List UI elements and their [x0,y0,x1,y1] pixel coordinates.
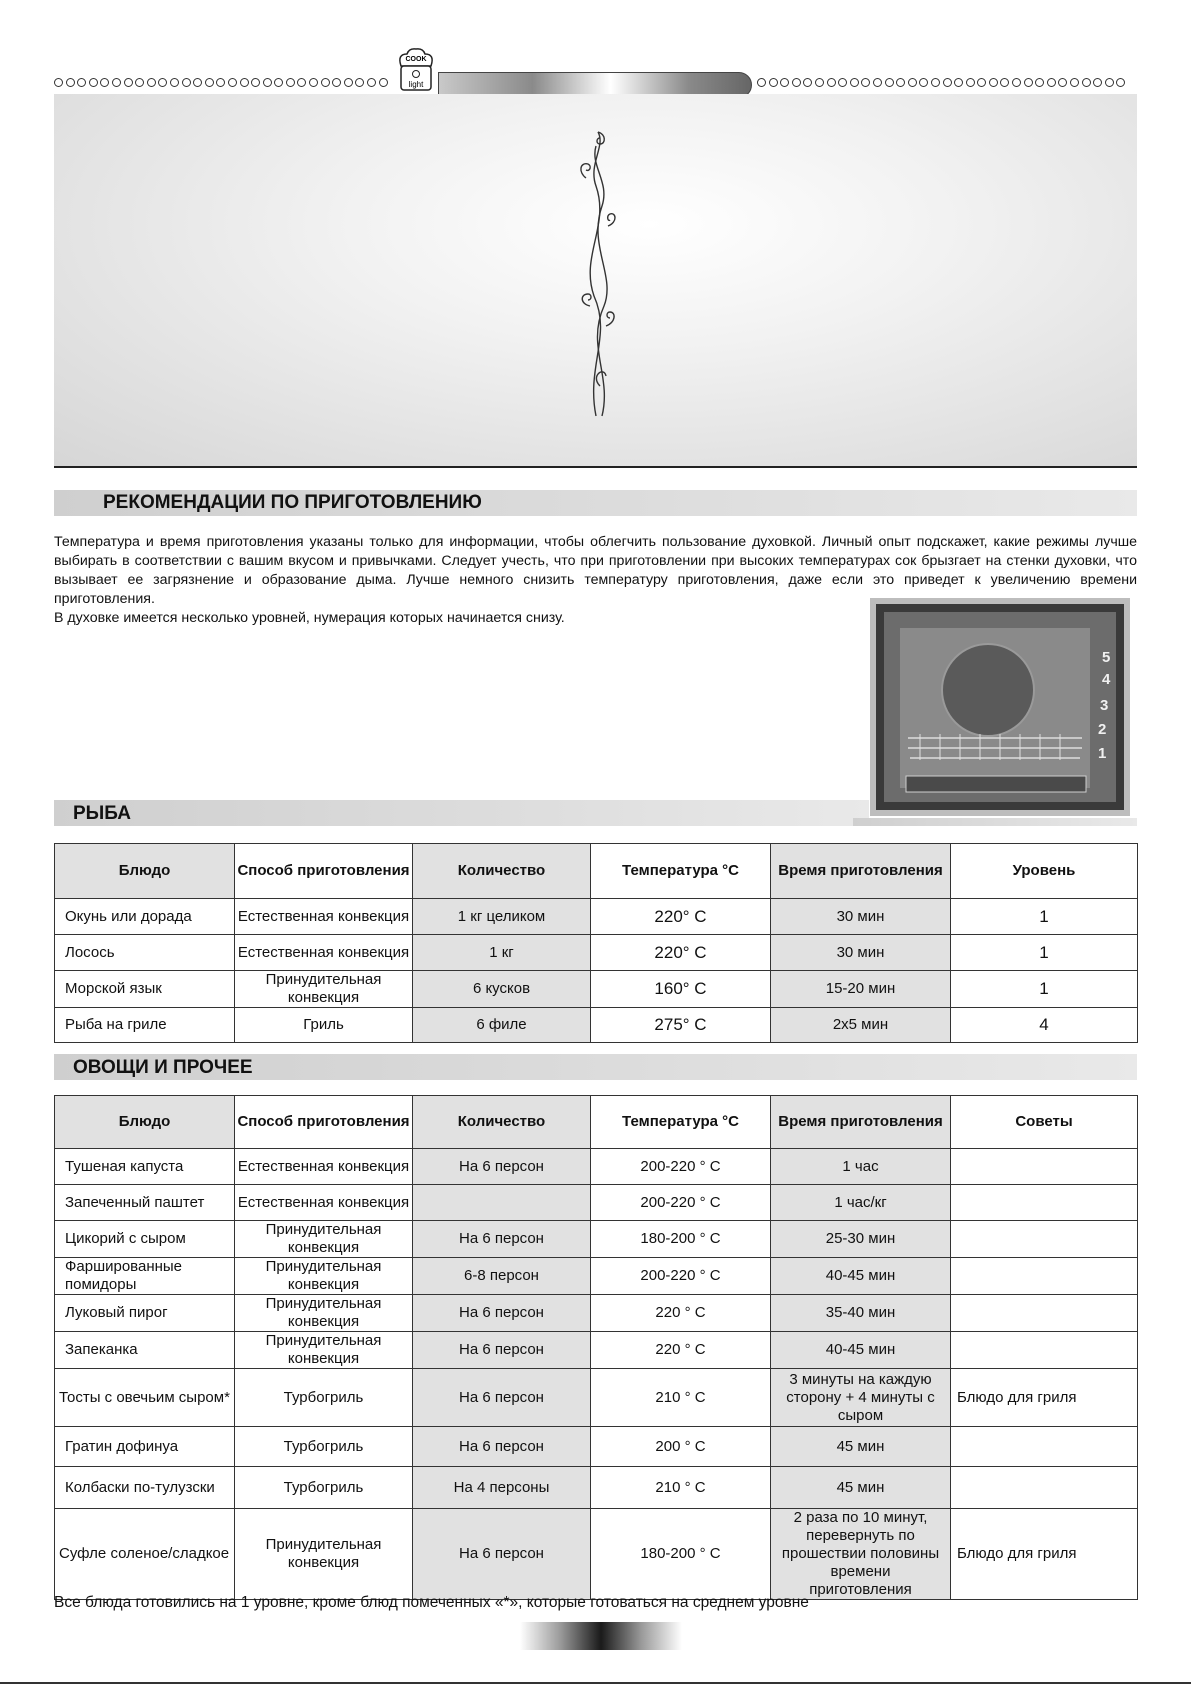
logo-text-bottom: light [408,80,424,89]
decorative-dot [861,78,870,87]
section-bar-fish-right [853,818,1137,826]
veg-cell-time: 25-30 мин [771,1221,951,1258]
decorative-dot [309,78,318,87]
section-title-vegetables: ОВОЩИ И ПРОЧЕЕ [73,1057,253,1078]
decorative-dot [1093,78,1102,87]
decorative-dot [124,78,133,87]
page-bottom-rule [0,1682,1191,1684]
veg-cell-time: 1 час/кг [771,1185,951,1221]
fish-cell-method: Естественная конвекция [235,899,413,935]
decorative-dot [274,78,283,87]
decorative-dot [54,78,63,87]
veg-cell-quantity: На 6 персон [413,1295,591,1332]
veg-cell-tips: Блюдо для гриля [951,1509,1138,1600]
decorative-dots-left [54,74,394,88]
decorative-dot [943,78,952,87]
veg-cell-method: Принудительная конвекция [235,1258,413,1295]
decorative-dot [977,78,986,87]
decorative-dot [1035,78,1044,87]
decorative-dot [193,78,202,87]
veg-cell-temperature: 200-220 ° C [591,1258,771,1295]
fish-cell-dish: Морской язык [55,971,235,1008]
fish-cell-level: 4 [951,1008,1138,1043]
decorative-dot [1024,78,1033,87]
veg-cell-method: Принудительная конвекция [235,1332,413,1369]
table-row [55,1369,1138,1427]
decorative-dot [321,78,330,87]
decorative-dot [908,78,917,87]
fish-cell-quantity: 1 кг целиком [413,899,591,935]
decorative-dot [332,78,341,87]
veg-cell-quantity [413,1185,591,1221]
decorative-dot [1000,78,1009,87]
veg-cell-tips [951,1295,1138,1332]
decorative-dot [827,78,836,87]
veg-cell-time: 45 мин [771,1467,951,1509]
veg-cell-temperature: 200-220 ° C [591,1149,771,1185]
fish-cell-temperature: 160° C [591,971,771,1008]
veg-cell-temperature: 180-200 ° C [591,1509,771,1600]
vegetables-table-header [55,1096,1138,1149]
fish-header-dish: Блюдо [55,844,235,899]
decorative-dot [885,78,894,87]
decorative-dot [931,78,940,87]
fish-cell-dish: Окунь или дорада [55,899,235,935]
veg-cell-tips [951,1467,1138,1509]
decorative-dot [367,78,376,87]
decorative-dot [89,78,98,87]
veg-cell-temperature: 220 ° C [591,1332,771,1369]
table-row [55,1295,1138,1332]
veg-header-temperature: Температура °C [591,1096,771,1149]
decorative-dot [205,78,214,87]
section-title-recommendations: РЕКОМЕНДАЦИИ ПО ПРИГОТОВЛЕНИЮ [103,492,482,513]
decorative-dot [344,78,353,87]
decorative-dot [873,78,882,87]
decorative-dot [989,78,998,87]
fish-cell-level: 1 [951,935,1138,971]
veg-cell-tips [951,1185,1138,1221]
fish-header-level: Уровень [951,844,1138,899]
veg-cell-dish: Тушеная капуста [55,1149,235,1185]
veg-cell-tips [951,1427,1138,1467]
fish-cell-method: Гриль [235,1008,413,1043]
decorative-dot [182,78,191,87]
veg-cell-method: Принудительная конвекция [235,1221,413,1258]
veg-header-quantity: Количество [413,1096,591,1149]
veg-header-method: Способ приготовления [235,1096,413,1149]
decorative-dot [297,78,306,87]
table-row [55,971,1138,1008]
fish-cell-method: Принудительная конвекция [235,971,413,1008]
veg-cell-dish: Гратин дофинуа [55,1427,235,1467]
veg-cell-method: Турбогриль [235,1427,413,1467]
veg-cell-quantity: На 4 персоны [413,1467,591,1509]
decorative-dot [355,78,364,87]
veg-cell-quantity: На 6 персон [413,1509,591,1600]
decorative-dot [286,78,295,87]
table-row [55,1467,1138,1509]
veg-cell-temperature: 180-200 ° C [591,1221,771,1258]
decorative-dot [757,78,766,87]
oven-interior-photo [870,598,1130,816]
decorative-dot [77,78,86,87]
table-row [55,935,1138,971]
veg-cell-quantity: На 6 персон [413,1427,591,1467]
veg-cell-dish: Фаршированные помидоры [55,1258,235,1295]
veg-cell-dish: Запеканка [55,1332,235,1369]
fish-cell-quantity: 6 кусков [413,971,591,1008]
decorative-dot [1070,78,1079,87]
fish-cell-quantity: 6 филе [413,1008,591,1043]
veg-cell-quantity: На 6 персон [413,1369,591,1427]
decorative-dot [1058,78,1067,87]
decorative-swirl [576,126,622,426]
oven-level-4: 4 [1102,671,1111,688]
decorative-dot [158,78,167,87]
veg-header-tips: Советы [951,1096,1138,1149]
veg-cell-temperature: 200 ° C [591,1427,771,1467]
veg-cell-method: Естественная конвекция [235,1185,413,1221]
decorative-dot [147,78,156,87]
recommendations-paragraph-1: Температура и время приготовления указаны только для информации, чтобы облегчить пользование духовкой. Личный опыт подскажет, какие режимы лучше выбирать в соответствии с вашим вкусом и привычками. Следует учесть, что при приготовлении при высоких температурах сок брызгает на стенки духовки, что вызывает ее загрязнение и образование дыма. Лучше немного снизить температуру приготовления, даже если это приведет к увеличению времени приготовления. [54,534,1137,607]
fish-cell-dish: Лосось [55,935,235,971]
veg-cell-dish: Суфле соленое/сладкое [55,1509,235,1600]
decorative-dot [919,78,928,87]
logo-text-top: COOK [405,56,427,63]
fish-header-temperature: Температура °C [591,844,771,899]
decorative-dot [66,78,75,87]
decorative-dot [803,78,812,87]
veg-cell-method: Принудительная конвекция [235,1509,413,1600]
fish-cell-level: 1 [951,899,1138,935]
decorative-dot [1047,78,1056,87]
decorative-dot [379,78,388,87]
veg-cell-time: 2 раза по 10 минут, перевернуть по прошествии половины времени приготовления [771,1509,951,1600]
fish-cell-temperature: 275° C [591,1008,771,1043]
fish-table [54,843,1138,1043]
table-row [55,899,1138,935]
veg-header-dish: Блюдо [55,1096,235,1149]
veg-cell-tips: Блюдо для гриля [951,1369,1138,1427]
veg-cell-tips [951,1149,1138,1185]
oven-level-1: 1 [1098,745,1107,762]
veg-cell-time: 40-45 мин [771,1332,951,1369]
fish-cell-time: 30 мин [771,935,951,971]
fish-cell-quantity: 1 кг [413,935,591,971]
decorative-dot [1105,78,1114,87]
table-row [55,1427,1138,1467]
footnote: Все блюда готовились на 1 уровне, кроме блюд помеченных «*», которые готоваться на среднем уровне [54,1594,809,1611]
veg-cell-time: 35-40 мин [771,1295,951,1332]
veg-cell-time: 3 минуты на каждую сторону + 4 минуты с сыром [771,1369,951,1427]
decorative-dot [1012,78,1021,87]
decorative-dot [896,78,905,87]
decorative-dot [251,78,260,87]
decorative-dot [240,78,249,87]
veg-cell-method: Принудительная конвекция [235,1295,413,1332]
veg-cell-time: 40-45 мин [771,1258,951,1295]
decorative-dot [112,78,121,87]
decorative-dot [815,78,824,87]
veg-cell-dish: Колбаски по-тулузски [55,1467,235,1509]
table-row [55,1008,1138,1043]
veg-cell-dish: Тосты с овечьим сыром* [55,1369,235,1427]
decorative-dot [966,78,975,87]
veg-cell-quantity: На 6 персон [413,1149,591,1185]
fish-cell-level: 1 [951,971,1138,1008]
veg-cell-dish: Цикорий с сыром [55,1221,235,1258]
veg-cell-quantity: На 6 персон [413,1221,591,1258]
decorative-dot [780,78,789,87]
veg-cell-tips [951,1258,1138,1295]
veg-cell-temperature: 210 ° C [591,1369,771,1427]
veg-cell-temperature: 220 ° C [591,1295,771,1332]
decorative-dot [792,78,801,87]
fish-header-quantity: Количество [413,844,591,899]
decorative-dot [228,78,237,87]
fish-cell-method: Естественная конвекция [235,935,413,971]
fish-header-time: Время приготовления [771,844,951,899]
fish-cell-time: 15-20 мин [771,971,951,1008]
table-row [55,1332,1138,1369]
section-bar-fish [54,800,869,826]
veg-cell-time: 1 час [771,1149,951,1185]
cook-light-logo [393,46,439,98]
fish-cell-time: 2x5 мин [771,1008,951,1043]
decorative-dot [1082,78,1091,87]
decorative-dot [954,78,963,87]
fish-cell-temperature: 220° C [591,935,771,971]
veg-header-time: Время приготовления [771,1096,951,1149]
vegetables-table [54,1095,1138,1600]
oven-level-5: 5 [1102,649,1111,666]
veg-cell-time: 45 мин [771,1427,951,1467]
veg-cell-tips [951,1221,1138,1258]
veg-cell-dish: Луковый пирог [55,1295,235,1332]
veg-cell-method: Турбогриль [235,1467,413,1509]
veg-cell-dish: Запеченный паштет [55,1185,235,1221]
decorative-dot [216,78,225,87]
recommendations-paragraph-2: В духовке имеется несколько уровней, нумерация которых начинается снизу. [54,610,565,626]
fish-cell-temperature: 220° C [591,899,771,935]
fish-header-method: Способ приготовления [235,844,413,899]
hero-divider [54,466,1137,468]
veg-cell-temperature: 200-220 ° C [591,1185,771,1221]
page-footer-gradient [520,1622,682,1650]
decorative-dot [135,78,144,87]
fish-table-header [55,844,1138,899]
fish-cell-time: 30 мин [771,899,951,935]
veg-cell-method: Естественная конвекция [235,1149,413,1185]
veg-cell-quantity: 6-8 персон [413,1258,591,1295]
veg-cell-quantity: На 6 персон [413,1332,591,1369]
decorative-dot [263,78,272,87]
fish-cell-dish: Рыба на гриле [55,1008,235,1043]
decorative-dot [170,78,179,87]
decorative-dot [838,78,847,87]
decorative-dot [100,78,109,87]
decorative-dot [769,78,778,87]
table-row [55,1258,1138,1295]
section-title-fish: РЫБА [73,803,131,824]
decorative-dot [850,78,859,87]
decorative-dot [1116,78,1125,87]
veg-cell-temperature: 210 ° C [591,1467,771,1509]
veg-cell-tips [951,1332,1138,1369]
oven-level-3: 3 [1100,697,1109,714]
decorative-dots-right [757,74,1137,88]
veg-cell-method: Турбогриль [235,1369,413,1427]
table-row [55,1221,1138,1258]
table-row [55,1149,1138,1185]
table-row [55,1185,1138,1221]
oven-level-2: 2 [1098,721,1107,738]
table-row [55,1509,1138,1600]
